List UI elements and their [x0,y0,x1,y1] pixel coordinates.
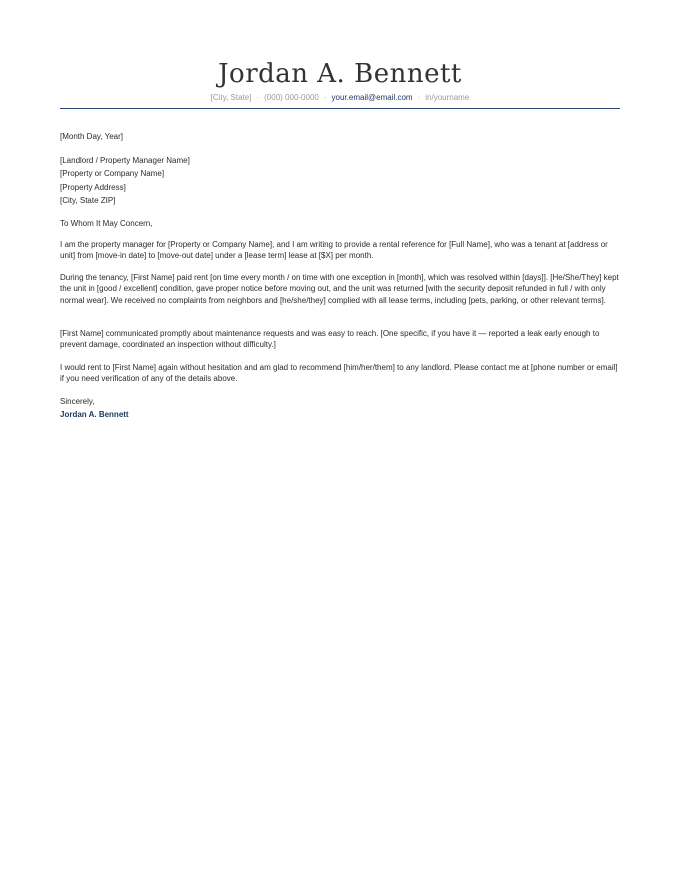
contact-separator: · [256,93,260,102]
closing-line: Sincerely, [60,397,95,406]
contact-line [60,93,620,103]
contact-location: [City, State] [210,93,252,102]
paragraph-text: During the tenancy, [First Name] paid rent [on time every month / on time with one exception in [month], which was resolved within [days]]. [He/She/They] kept the unit in [good / excellent] condition, gave proper notice before moving out, and the unit was returned [with the security deposit refunded in full / with only normal wear]. We received no complaints from neighbors and [he/she/they] complied with all lease terms, including [pets, parking, or other relevant terms]. [60,273,619,305]
salutation-line: To Whom It May Concern, [60,219,153,228]
paragraph-text: I am the property manager for [Property or Company Name], and I am writing to provide a rental reference for [Full Name], who was a tenant at [address or unit] from [move-in date] to [move-out date] under a [lease term] lease at [$X] per month. [60,240,608,261]
recipient-block [60,154,620,208]
signature [60,409,620,420]
closing [60,396,620,407]
recipient-line: [Property or Company Name] [60,169,165,179]
paragraph-2 [60,272,620,306]
paragraph-4 [60,362,620,385]
contact-separator: · [323,93,327,102]
letter-date [60,131,620,142]
recipient-line: [Landlord / Property Manager Name] [60,156,190,165]
paragraph-1 [60,239,620,262]
recipient-line: [Property Address] [60,182,126,192]
salutation [60,218,620,229]
header-divider [60,108,620,109]
recipient-line: [City, State ZIP] [60,196,116,206]
date-line: [Month Day, Year] [60,132,123,141]
paragraph-text: I would rent to [First Name] again without hesitation and am glad to recommend [him/her/them] to any landlord. Please contact me at [phone number or email] if you need verification of any of the details above. [60,363,618,384]
contact-email-link[interactable]: your.email@email.com [331,93,413,102]
paragraph-3 [60,328,620,351]
contact-phone: (000) 000-0000 [264,93,319,102]
signer-name: Jordan A. Bennett [60,410,129,419]
contact-separator: · [417,93,421,102]
sender-name: Jordan A. Bennett [218,59,462,89]
contact-linkedin: in/yourname [425,93,470,102]
paragraph-text: [First Name] communicated promptly about maintenance requests and was easy to reach. [One specific, if you have it — reported a leak early enough to prevent damage, coordinated an inspection without difficulty.] [60,329,600,350]
